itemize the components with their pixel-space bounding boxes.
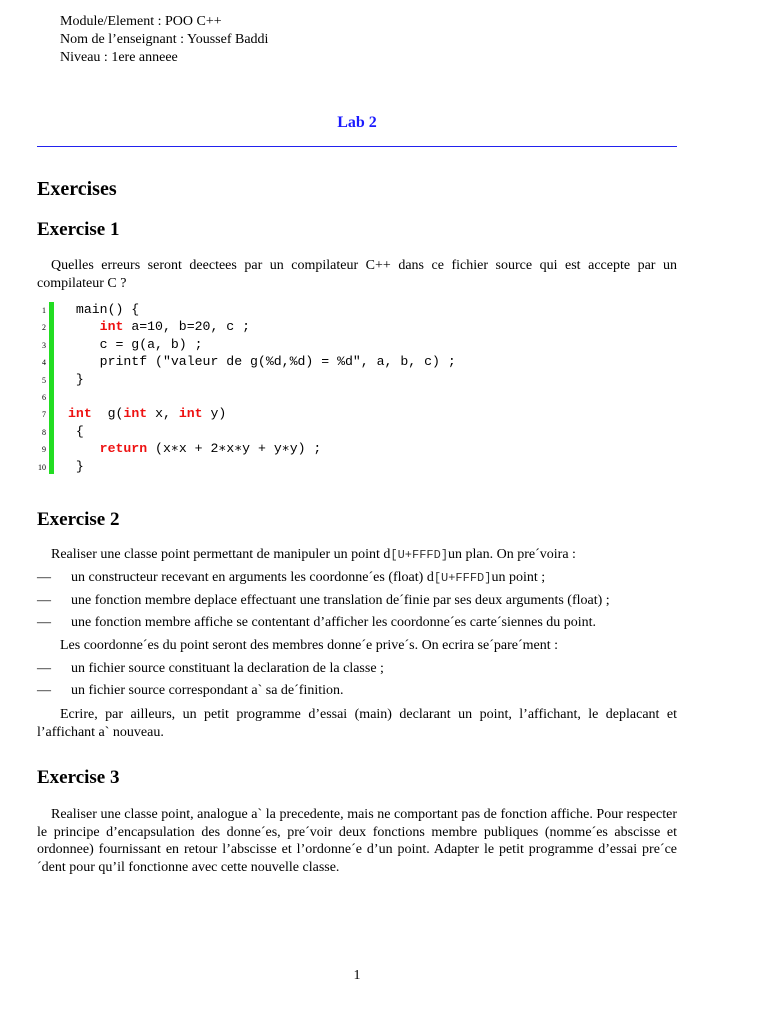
dash: —	[37, 661, 51, 676]
code-token	[68, 319, 100, 334]
list-item	[37, 569, 545, 588]
list-item	[37, 682, 344, 700]
exercise1-title: Exercise 1	[37, 219, 120, 240]
exercise2-program: Ecrire, par ailleurs, un petit programme d’essai (main) declarant un point, l’affichant, le deplacant et l’affichant a` nouveau.	[37, 707, 677, 740]
placeholder-glyph: [U+FFFD]	[390, 548, 449, 562]
exercise3-title: Exercise 3	[37, 767, 120, 788]
intro-text-end: un plan. On pre´voira :	[448, 547, 576, 562]
code-token: a=10, b=20, c ;	[123, 319, 251, 335]
item-text-start: un constructeur recevant en arguments les coordonne´es (float) d	[71, 570, 434, 585]
code-line	[36, 319, 676, 337]
code-keyword: return	[99, 441, 148, 457]
line-number: 1	[42, 306, 46, 315]
code-token: c = g(a, b) ;	[68, 336, 203, 352]
code-keyword: int	[99, 319, 124, 335]
line-number: 10	[38, 462, 46, 472]
item-text: un fichier source constituant la declaration de la classe ;	[71, 661, 384, 676]
code-keyword: int	[178, 406, 203, 422]
line-number: 4	[42, 358, 46, 368]
dash: —	[37, 593, 51, 608]
code-line	[36, 302, 676, 320]
code-line	[36, 337, 676, 355]
line-number: 6	[42, 393, 46, 402]
code-text	[68, 441, 321, 456]
intro-text-start: Realiser une classe point permettant de manipuler un point d	[51, 547, 391, 562]
code-token: (x∗x + 2∗x∗y + y∗y) ;	[147, 441, 322, 457]
line-number: 7	[42, 410, 46, 420]
exercise2-intro	[51, 546, 576, 565]
list-item	[37, 614, 596, 632]
section-title: Exercises	[37, 178, 117, 200]
teacher-line: Nom de l’enseignant : Youssef Baddi	[60, 32, 269, 47]
code-token: }	[68, 458, 84, 474]
line-number: 2	[42, 323, 46, 333]
code-token: main() {	[68, 302, 140, 317]
code-line	[36, 354, 676, 372]
code-text	[68, 319, 250, 334]
code-line	[36, 424, 676, 442]
code-token: x,	[147, 406, 179, 422]
dash: —	[37, 570, 51, 585]
code-text	[68, 459, 84, 474]
course-header	[60, 13, 268, 67]
line-number: 3	[42, 340, 46, 350]
lab-title: Lab 2	[337, 114, 377, 131]
code-token: printf ("valeur de g(%d,%d) = %d", a, b, c) ;	[68, 354, 456, 370]
code-listing	[36, 302, 676, 474]
title-rule	[37, 146, 677, 147]
code-token: y)	[202, 406, 227, 422]
code-line	[36, 389, 676, 407]
list-item	[37, 660, 384, 678]
code-line	[36, 372, 676, 390]
code-token: }	[68, 371, 84, 387]
code-text	[68, 337, 203, 352]
code-line	[36, 441, 676, 459]
item-text: un fichier source correspondant a` sa de´finition.	[71, 683, 344, 698]
code-token: {	[68, 423, 84, 439]
line-number: 8	[42, 427, 46, 437]
list-item	[37, 592, 610, 610]
code-text	[68, 354, 456, 369]
code-text	[68, 302, 139, 317]
placeholder-glyph: [U+FFFD]	[433, 571, 492, 585]
code-line	[36, 406, 676, 424]
exercise1-intro: Quelles erreurs seront deectees par un compilateur C++ dans ce fichier source qui est accepte par un compilateur C ?	[37, 258, 677, 291]
code-keyword: int	[68, 406, 92, 422]
code-text	[68, 424, 84, 439]
code-keyword: int	[123, 406, 148, 422]
code-text	[68, 406, 226, 421]
exercise2-members: Les coordonne´es du point seront des membres donne´e prive´s. On ecrira se´pare´ment :	[60, 638, 558, 653]
code-token: g(	[91, 406, 124, 422]
item-text: une fonction membre affiche se contentant d’afficher les coordonne´es carte´siennes du point.	[71, 615, 597, 630]
exercise3-text: Realiser une classe point, analogue a` la precedente, mais ne comportant pas de fonction affiche. Pour respecter le principe d’encapsulation des donne´es, pre´voir deux fonctions membre publiques (nomme´es abscisse et ordonnee) fournissant en retour l’abscisse et l’ordonne´e d’un point. Adapter le petit programme d’essai pre´ce´dent pour qu’il fonctionne avec cette nouvelle classe.	[37, 807, 677, 875]
line-number: 9	[42, 445, 46, 455]
dash: —	[37, 615, 51, 630]
item-text-end: un point ;	[491, 570, 546, 585]
item-text: une fonction membre deplace effectuant une translation de´finie par ses deux arguments (float) ;	[71, 593, 610, 608]
line-number: 5	[42, 375, 46, 385]
page-number: 1	[353, 968, 361, 983]
dash: —	[37, 683, 51, 698]
code-line	[36, 459, 676, 477]
code-token	[68, 441, 100, 456]
exercise2-title: Exercise 2	[37, 509, 120, 530]
module-line: Module/Element : POO C++	[60, 14, 222, 29]
code-text	[68, 372, 84, 387]
level-line: Niveau : 1ere anneee	[60, 50, 178, 65]
